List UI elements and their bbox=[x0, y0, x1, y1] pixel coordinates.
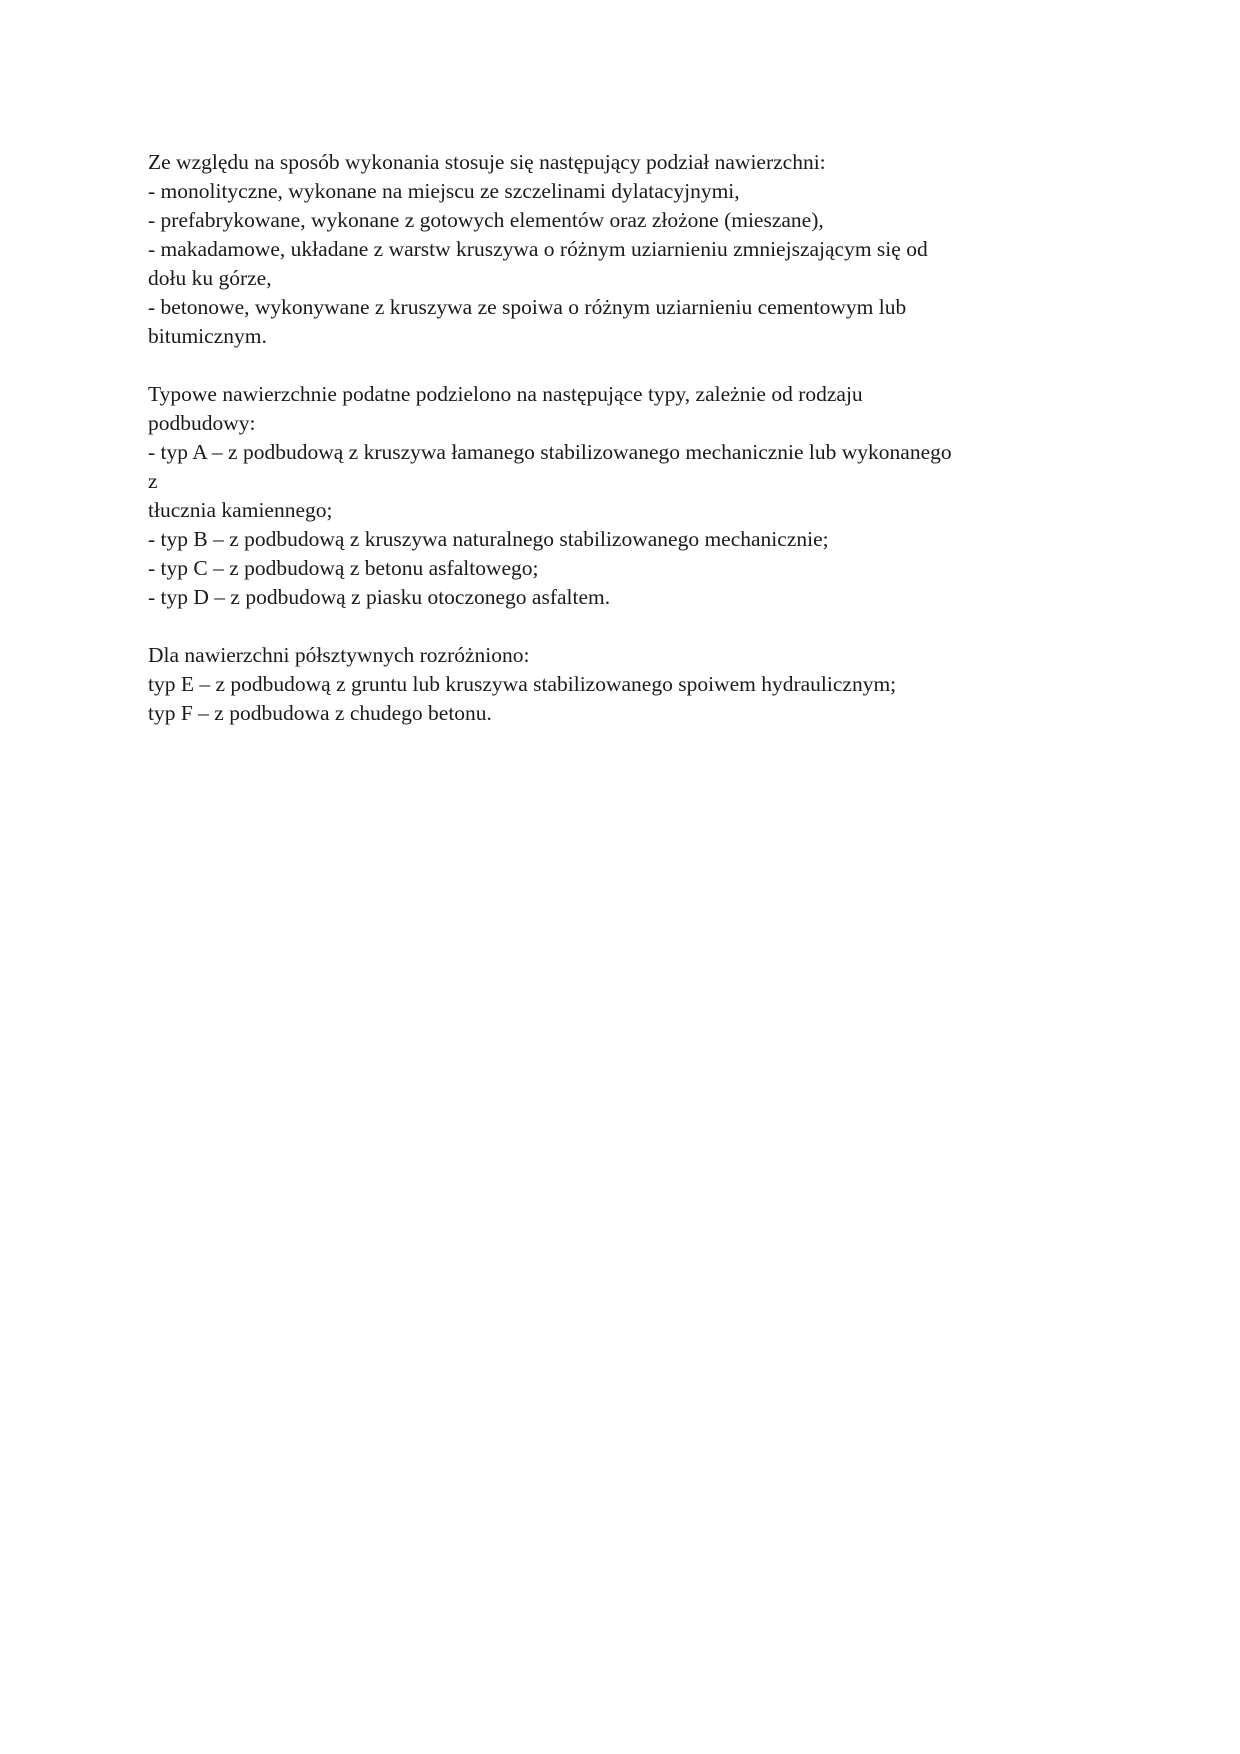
paragraph-construction-method bbox=[148, 148, 1098, 351]
paragraph-spacer bbox=[148, 351, 1098, 380]
list-item: - monolityczne, wykonane na miejscu ze szczelinami dylatacyjnymi, bbox=[148, 179, 740, 203]
paragraph-spacer bbox=[148, 612, 1098, 641]
paragraph-heading: Typowe nawierzchnie podatne podzielono na następujące typy, zależnie od rodzaju bbox=[148, 382, 863, 406]
list-item-continuation: z bbox=[148, 469, 158, 493]
paragraph-semi-rigid-types bbox=[148, 641, 1098, 728]
paragraph-heading: Ze względu na sposób wykonania stosuje się następujący podział nawierzchni: bbox=[148, 150, 826, 174]
list-item: - betonowe, wykonywane z kruszywa ze spoiwa o różnym uziarnieniu cementowym lub bbox=[148, 295, 907, 319]
list-item: - typ D – z podbudową z piasku otoczonego asfaltem. bbox=[148, 585, 611, 609]
list-item: - typ B – z podbudową z kruszywa naturalnego stabilizowanego mechanicznie; bbox=[148, 527, 829, 551]
paragraph-heading: Dla nawierzchni półsztywnych rozróżniono: bbox=[148, 643, 530, 667]
list-item-continuation: dołu ku górze, bbox=[148, 266, 272, 290]
list-item: - typ C – z podbudową z betonu asfaltowego; bbox=[148, 556, 539, 580]
list-item: typ F – z podbudowa z chudego betonu. bbox=[148, 701, 492, 725]
list-item: - typ A – z podbudową z kruszywa łamanego stabilizowanego mechanicznie lub wykonanego bbox=[148, 440, 952, 464]
document-body bbox=[148, 148, 1098, 728]
list-item-continuation: tłucznia kamiennego; bbox=[148, 498, 333, 522]
list-item-continuation: bitumicznym. bbox=[148, 324, 267, 348]
list-item: typ E – z podbudową z gruntu lub kruszywa stabilizowanego spoiwem hydraulicznym; bbox=[148, 672, 897, 696]
list-item: - makadamowe, układane z warstw kruszywa o różnym uziarnieniu zmniejszającym się od bbox=[148, 237, 928, 261]
list-item: - prefabrykowane, wykonane z gotowych elementów oraz złożone (mieszane), bbox=[148, 208, 824, 232]
paragraph-heading-continuation: podbudowy: bbox=[148, 411, 256, 435]
paragraph-flexible-types bbox=[148, 380, 1098, 612]
